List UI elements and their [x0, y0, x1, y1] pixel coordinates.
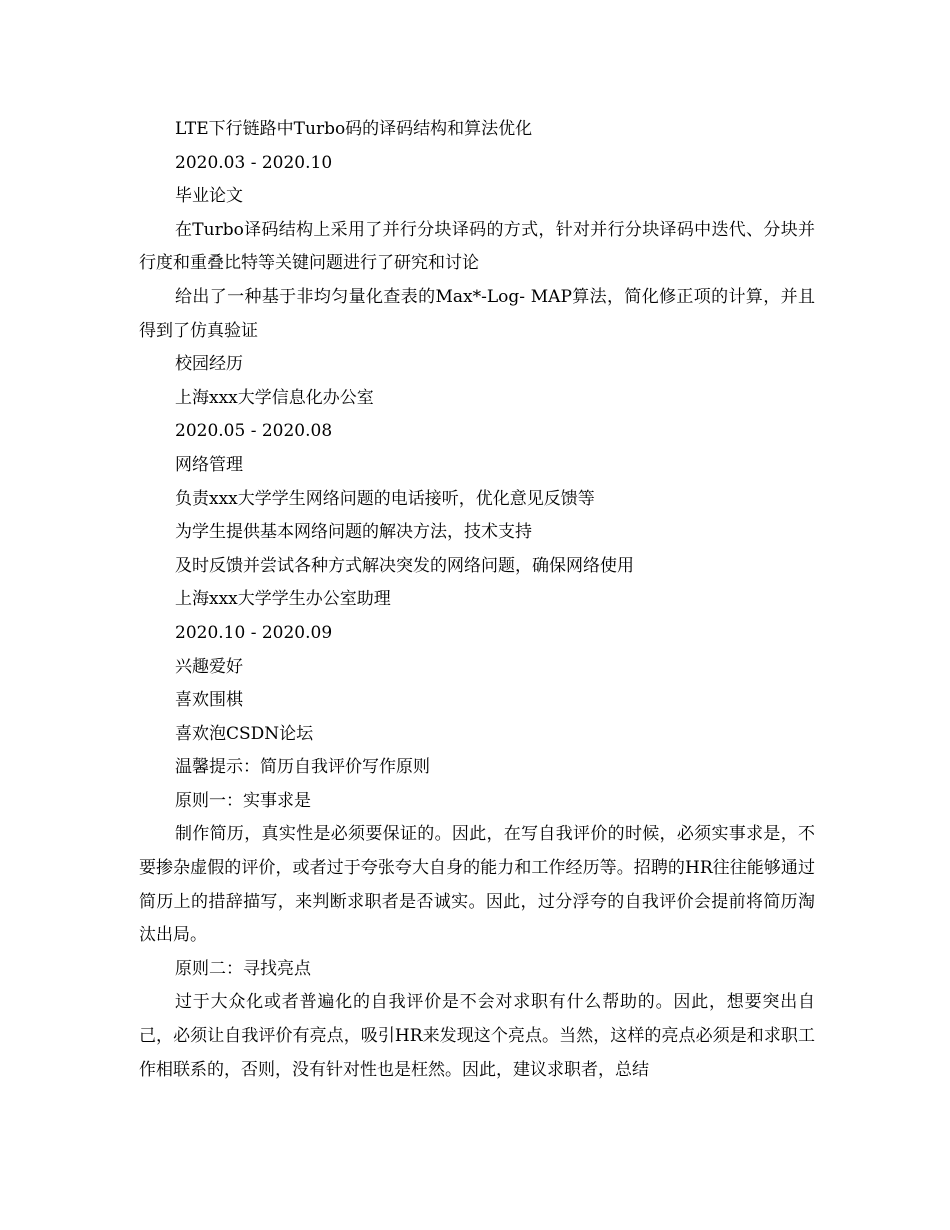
document-body — [139, 113, 815, 1087]
principle-2-heading: 原则二：寻找亮点 — [175, 958, 311, 979]
job1-organization: 上海xxx大学信息化办公室 — [175, 387, 374, 408]
job1-role: 网络管理 — [175, 454, 243, 475]
hobby-item-1: 喜欢围棋 — [175, 690, 243, 711]
job2-organization: 上海xxx大学学生办公室助理 — [175, 589, 391, 610]
project-title: LTE下行链路中Turbo码的译码结构和算法优化 — [175, 119, 533, 139]
job1-duty-3: 及时反馈并尝试各种方式解决突发的网络问题，确保网络使用 — [175, 555, 634, 576]
principle-1-heading: 原则一：实事求是 — [175, 790, 311, 811]
project-period: 2020.03 - 2020.10 — [175, 152, 333, 173]
campus-experience-heading: 校园经历 — [175, 354, 243, 375]
principle-1-body: 制作简历，真实性是必须要保证的。因此，在写自我评价的时候，必须实事求是，不要掺杂虚假的评价，或者过于夸张夸大自身的能力和工作经历等。招聘的HR往往能够通过简历上的措辞描写，来判断求职者是否诚实。因此，过分浮夸的自我评价会提前将简历淘汰出局。 — [139, 824, 815, 946]
project-description-1: 在Turbo译码结构上采用了并行分块译码的方式，针对并行分块译码中迭代、分块并行度和重叠比特等关键问题进行了研究和讨论 — [139, 219, 815, 274]
job1-period: 2020.05 - 2020.08 — [175, 421, 333, 442]
job1-duty-1: 负责xxx大学学生网络问题的电话接听，优化意见反馈等 — [175, 488, 595, 509]
hobby-heading: 兴趣爱好 — [175, 656, 243, 677]
job1-duty-2: 为学生提供基本网络问题的解决方法，技术支持 — [175, 522, 532, 543]
project-description-2: 给出了一种基于非均匀量化查表的Max*-Log- MAP算法，简化修正项的计算，并且得到了仿真验证 — [139, 286, 815, 341]
project-type: 毕业论文 — [175, 186, 243, 207]
job2-period: 2020.10 - 2020.09 — [175, 622, 333, 643]
principle-2-body: 过于大众化或者普遍化的自我评价是不会对求职有什么帮助的。因此，想要突出自己，必须让自我评价有亮点，吸引HR来发现这个亮点。当然，这样的亮点必须是和求职工作相联系的，否则，没有针对性也是枉然。因此，建议求职者，总结 — [139, 992, 815, 1080]
tip-heading: 温馨提示：简历自我评价写作原则 — [175, 757, 430, 778]
hobby-item-2: 喜欢泡CSDN论坛 — [175, 723, 314, 744]
